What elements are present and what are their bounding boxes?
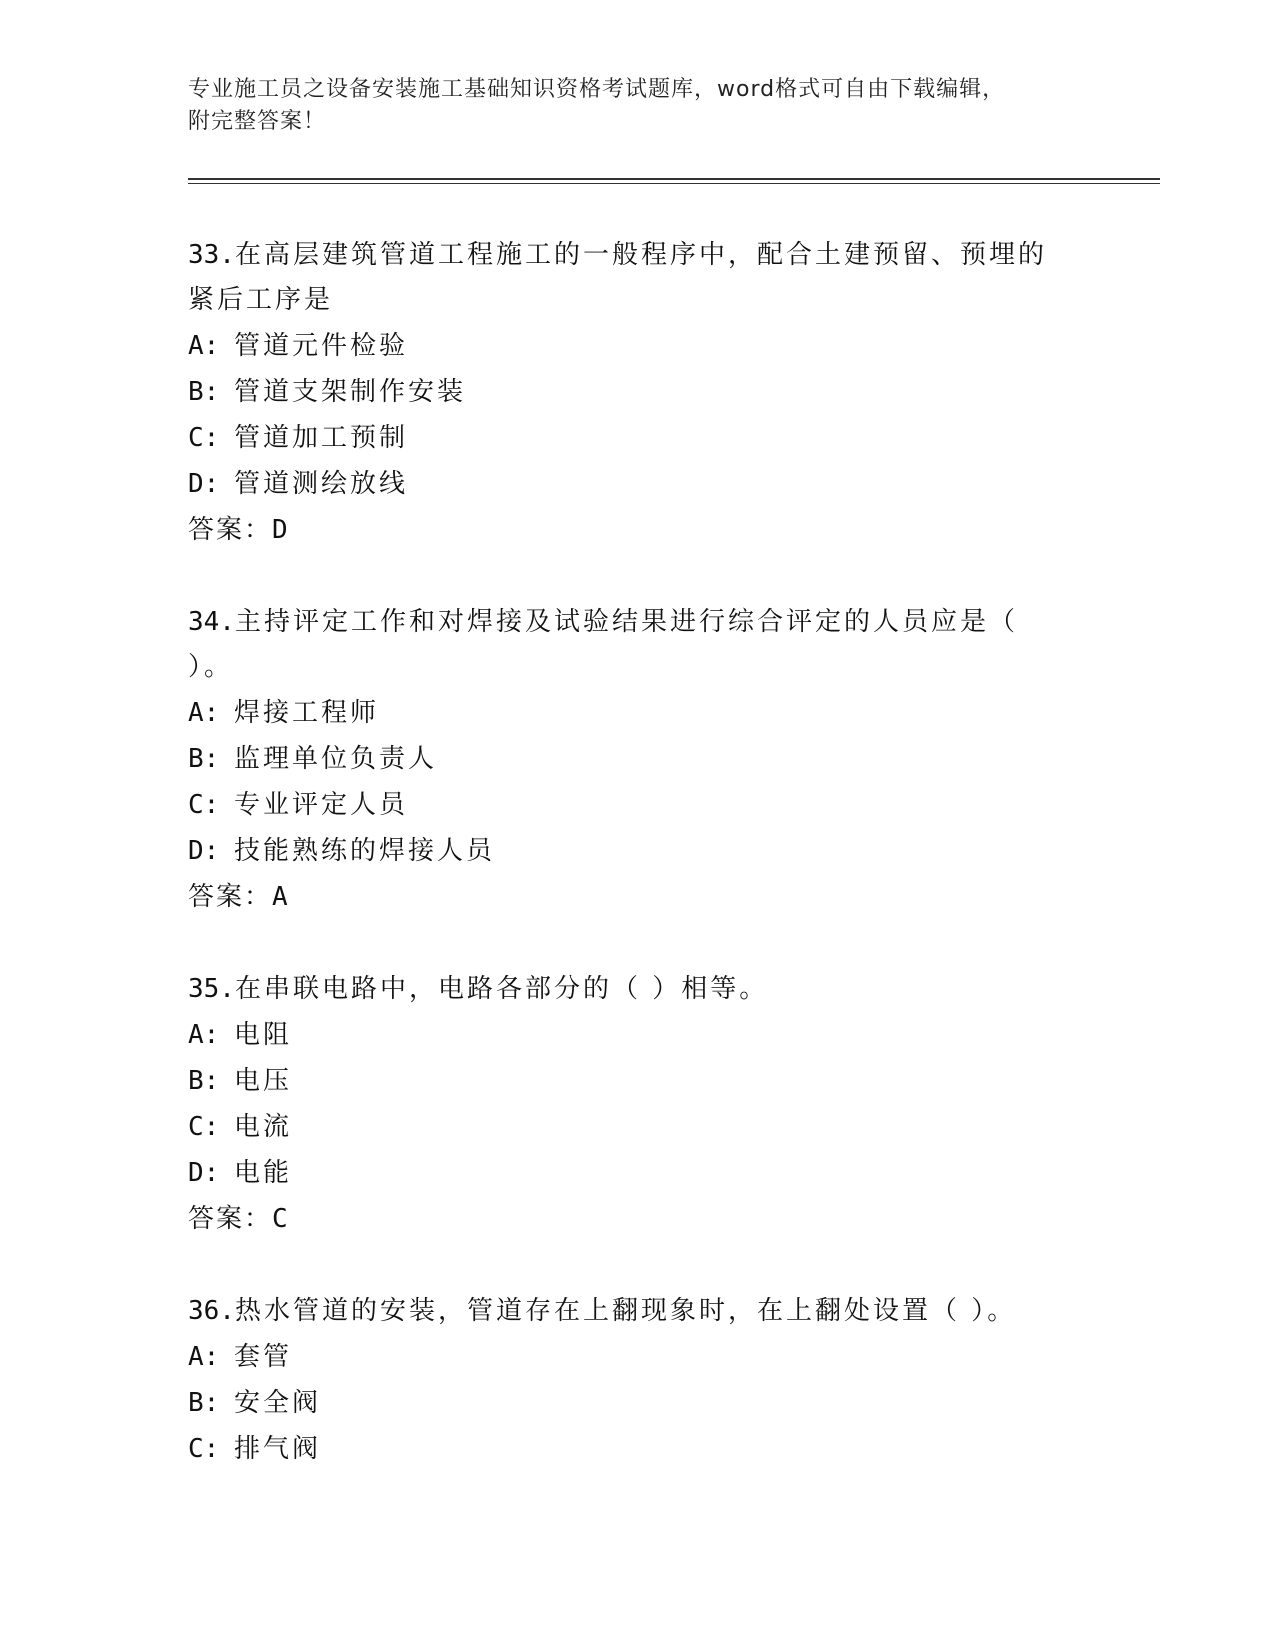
option-text: 排气阀 bbox=[234, 1434, 322, 1464]
answer-line bbox=[188, 874, 1088, 920]
option-a bbox=[188, 1334, 1088, 1380]
header-rule-thick bbox=[188, 178, 1160, 180]
question-text: 在串联电路中，电路各部分的（ ）相等。 bbox=[234, 974, 769, 1004]
question-stem bbox=[188, 600, 1038, 690]
document-header: 专业施工员之设备安装施工基础知识资格考试题库，word格式可自由下载编辑， 附完整答案！ bbox=[188, 77, 1006, 134]
option-text: 安全阀 bbox=[234, 1388, 322, 1418]
option-letter: A: bbox=[188, 1020, 220, 1050]
question-33 bbox=[188, 233, 1088, 553]
answer-value: A bbox=[272, 882, 288, 912]
option-text: 电压 bbox=[234, 1066, 293, 1096]
answer-label: 答案： bbox=[188, 882, 273, 912]
question-text: 主持评定工作和对焊接及试验结果进行综合评定的人员应是（ ）。 bbox=[188, 607, 1018, 682]
question-number: 33. bbox=[188, 240, 235, 270]
answer-line bbox=[188, 507, 1088, 553]
question-34 bbox=[188, 600, 1088, 920]
option-b bbox=[188, 736, 1088, 782]
question-stem bbox=[188, 233, 1048, 323]
question-number: 34. bbox=[188, 607, 235, 637]
option-a bbox=[188, 1012, 1088, 1058]
option-text: 专业评定人员 bbox=[234, 790, 409, 820]
option-letter: A: bbox=[188, 331, 220, 361]
option-letter: B: bbox=[188, 377, 220, 407]
option-letter: D: bbox=[188, 836, 220, 866]
question-stem bbox=[188, 1289, 1088, 1334]
option-text: 管道元件检验 bbox=[234, 331, 409, 361]
option-a bbox=[188, 690, 1088, 736]
option-d bbox=[188, 461, 1088, 507]
answer-value: D bbox=[272, 515, 288, 545]
option-letter: B: bbox=[188, 1066, 220, 1096]
option-c bbox=[188, 782, 1088, 828]
option-b bbox=[188, 1380, 1088, 1426]
option-letter: C: bbox=[188, 790, 220, 820]
option-letter: C: bbox=[188, 423, 220, 453]
question-number: 36. bbox=[188, 1296, 235, 1326]
question-36 bbox=[188, 1289, 1088, 1472]
option-a bbox=[188, 323, 1088, 369]
option-text: 焊接工程师 bbox=[234, 698, 380, 728]
question-number: 35. bbox=[188, 974, 235, 1004]
option-d bbox=[188, 1150, 1088, 1196]
option-letter: B: bbox=[188, 1388, 220, 1418]
option-text: 管道测绘放线 bbox=[234, 469, 409, 499]
option-text: 电能 bbox=[234, 1158, 293, 1188]
question-list bbox=[188, 233, 1088, 1519]
answer-label: 答案： bbox=[188, 515, 273, 545]
option-letter: C: bbox=[188, 1112, 220, 1142]
answer-label: 答案： bbox=[188, 1204, 273, 1234]
option-letter: C: bbox=[188, 1434, 220, 1464]
option-b bbox=[188, 369, 1088, 415]
answer-value: C bbox=[272, 1204, 288, 1234]
option-letter: A: bbox=[188, 698, 220, 728]
answer-line bbox=[188, 1196, 1088, 1242]
option-letter: B: bbox=[188, 744, 220, 774]
question-text: 热水管道的安装，管道存在上翻现象时，在上翻处设置（ ）。 bbox=[234, 1296, 1017, 1326]
option-letter: D: bbox=[188, 1158, 220, 1188]
option-d bbox=[188, 828, 1088, 874]
option-text: 套管 bbox=[234, 1342, 293, 1372]
option-text: 电阻 bbox=[234, 1020, 293, 1050]
option-text: 监理单位负责人 bbox=[234, 744, 438, 774]
header-rule-thin bbox=[188, 183, 1160, 184]
option-text: 管道加工预制 bbox=[234, 423, 409, 453]
option-text: 技能熟练的焊接人员 bbox=[234, 836, 496, 866]
option-c bbox=[188, 415, 1088, 461]
option-letter: A: bbox=[188, 1342, 220, 1372]
option-c bbox=[188, 1426, 1088, 1472]
option-b bbox=[188, 1058, 1088, 1104]
option-c bbox=[188, 1104, 1088, 1150]
option-letter: D: bbox=[188, 469, 220, 499]
question-text: 在高层建筑管道工程施工的一般程序中，配合土建预留、预埋的紧后工序是 bbox=[188, 240, 1047, 315]
question-stem bbox=[188, 967, 1088, 1012]
question-35 bbox=[188, 967, 1088, 1242]
option-text: 管道支架制作安装 bbox=[234, 377, 467, 407]
option-text: 电流 bbox=[234, 1112, 293, 1142]
